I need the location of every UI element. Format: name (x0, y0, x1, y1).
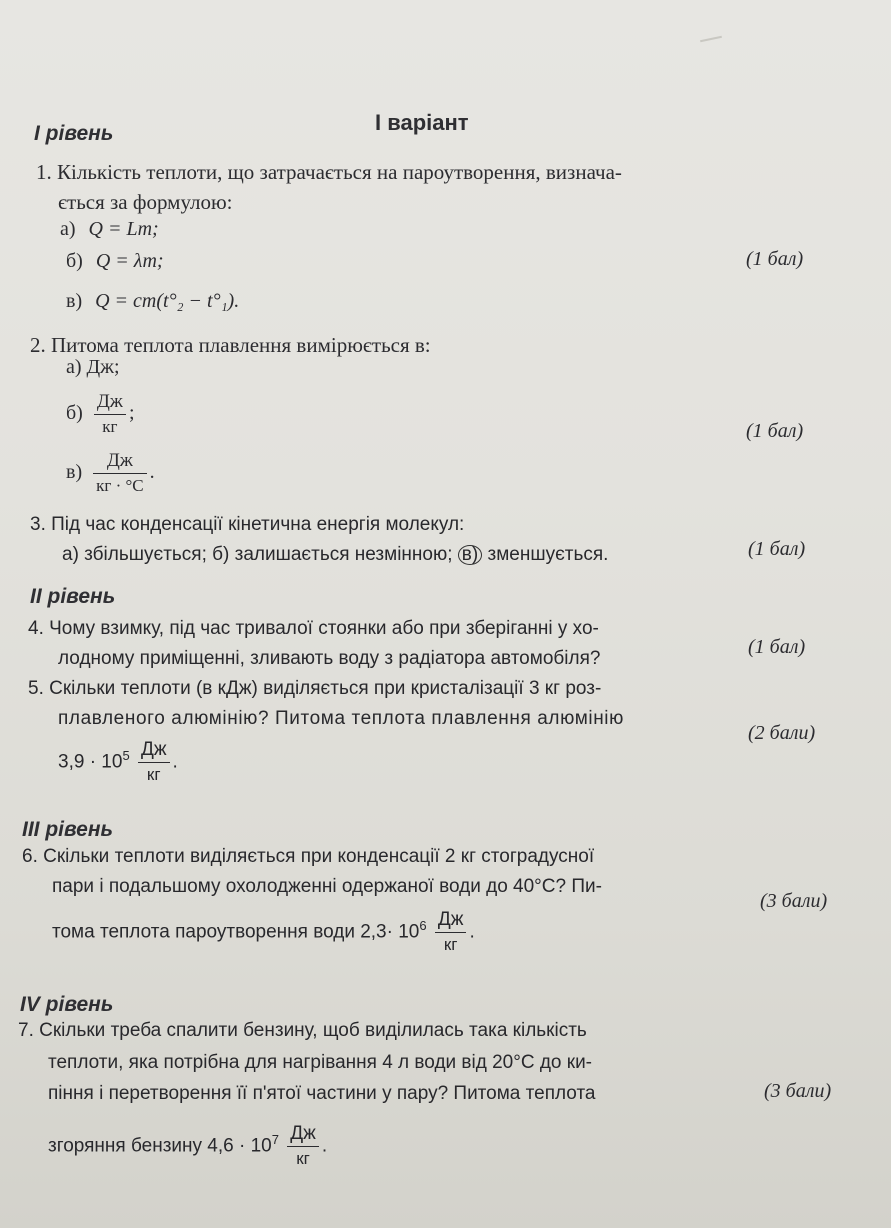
q2-option-b-tail: ; (128, 402, 135, 425)
q6-line3 (52, 908, 475, 957)
q1-option-b (66, 250, 164, 273)
q7-denominator: кг (296, 1149, 310, 1168)
q5-value: 3,9 · 10 (58, 751, 123, 773)
level-1-heading: І рівень (34, 122, 114, 145)
q3-circled-answer: в) (458, 545, 482, 565)
q4-line2: лодному приміщенні, зливають воду з радіатора автомобіля? (58, 648, 601, 669)
q6-numerator: Дж (435, 908, 467, 933)
q6-line2: пари і подальшому охолодженні одержаної води до 40°С? Пи- (52, 876, 602, 897)
q7-text: згоряння бензину 4,6 · 10 (48, 1135, 272, 1157)
q3-options-ab: а) збільшується; б) залишається незмінною; (62, 544, 453, 565)
q2-option-b-fraction (94, 390, 126, 439)
q1-option-c-formula: Q = cm(t°₂ − t°₁). (95, 290, 240, 312)
q1-option-b-formula: Q = λm; (95, 250, 164, 272)
q1-option-c-label: в) (66, 290, 83, 312)
q1-option-a-label: а) (60, 218, 76, 240)
q5-exponent: 5 (122, 748, 130, 764)
q2-option-c-fraction (93, 449, 147, 498)
q5-fraction (138, 738, 170, 787)
q1-option-c (66, 290, 239, 313)
q5-tail: . (172, 751, 178, 773)
q1-line1: 1. Кількість теплоти, що затрачається на пароутворення, визнача- (36, 160, 622, 184)
q2-option-b (66, 390, 135, 439)
q7-line3: піння і перетворення її п'ятої частини у пару? Питома теплота (48, 1083, 596, 1104)
q7-line4 (48, 1122, 327, 1171)
q6-exponent: 6 (419, 918, 427, 934)
q7-line2: теплоти, яка потрібна для нагрівання 4 л води від 20°С до ки- (48, 1052, 593, 1073)
q3-line2 (62, 544, 608, 566)
q2-points: (1 бал) (746, 420, 804, 442)
q2-option-c-denominator: кг · °С (96, 476, 144, 495)
q7-points: (3 бали) (764, 1080, 832, 1102)
q2-option-b-label: б) (66, 402, 83, 425)
level-3-heading: ІІІ рівень (22, 818, 113, 841)
paper-mark (700, 36, 722, 43)
q7-line1: 7. Скільки треба спалити бензину, щоб виділилась така кількість (18, 1020, 587, 1041)
q2-line1: 2. Питома теплота плавлення вимірюється в: (30, 333, 431, 357)
q6-fraction (435, 908, 467, 957)
q6-text: тома теплота пароутворення води 2,3· 10 (52, 921, 420, 943)
q2-option-c-label: в) (66, 461, 83, 484)
q2-option-a: а) Дж; (66, 356, 120, 378)
q5-numerator: Дж (138, 738, 170, 763)
q2-option-c (66, 449, 155, 498)
q1-option-a (60, 218, 159, 241)
q2-option-c-numerator: Дж (93, 449, 147, 474)
q5-denominator: кг (146, 765, 161, 784)
q6-points: (3 бали) (760, 890, 828, 912)
q7-fraction (287, 1122, 319, 1171)
q2-option-b-numerator: Дж (94, 390, 126, 415)
q7-tail: . (321, 1135, 328, 1157)
q1-option-b-label: б) (66, 250, 83, 272)
q1-option-a-formula: Q = Lm; (88, 218, 159, 240)
q2-option-b-denominator: кг (102, 417, 118, 436)
q2-option-c-tail: . (149, 461, 155, 484)
q6-tail: . (469, 921, 475, 943)
q1-points: (1 бал) (746, 248, 804, 270)
q3-option-c: зменшується. (482, 544, 609, 565)
q7-numerator: Дж (287, 1122, 319, 1147)
q4-line1: 4. Чому взимку, під час тривалої стоянки або при зберіганні у хо- (28, 618, 599, 639)
q5-line1: 5. Скільки теплоти (в кДж) виділяється при кристалізації 3 кг роз- (28, 678, 602, 699)
q5-points: (2 бали) (748, 722, 816, 744)
q3-points: (1 бал) (748, 538, 806, 560)
q3-line1: 3. Під час конденсації кінетична енергія молекул: (30, 514, 465, 535)
q6-denominator: кг (443, 935, 458, 954)
q6-line1: 6. Скільки теплоти виділяється при конденсації 2 кг стоградусної (22, 846, 595, 867)
q5-line3 (58, 738, 178, 787)
q1-line2: ється за формулою: (58, 190, 233, 214)
q5-line2: плавленого алюмінію? Питома теплота плавлення алюмінію (58, 708, 624, 729)
level-2-heading: ІІ рівень (30, 585, 116, 608)
level-4-heading: ІV рівень (20, 993, 114, 1016)
page-title: І варіант (375, 110, 469, 135)
q4-points: (1 бал) (748, 636, 806, 658)
q7-exponent: 7 (271, 1132, 279, 1148)
